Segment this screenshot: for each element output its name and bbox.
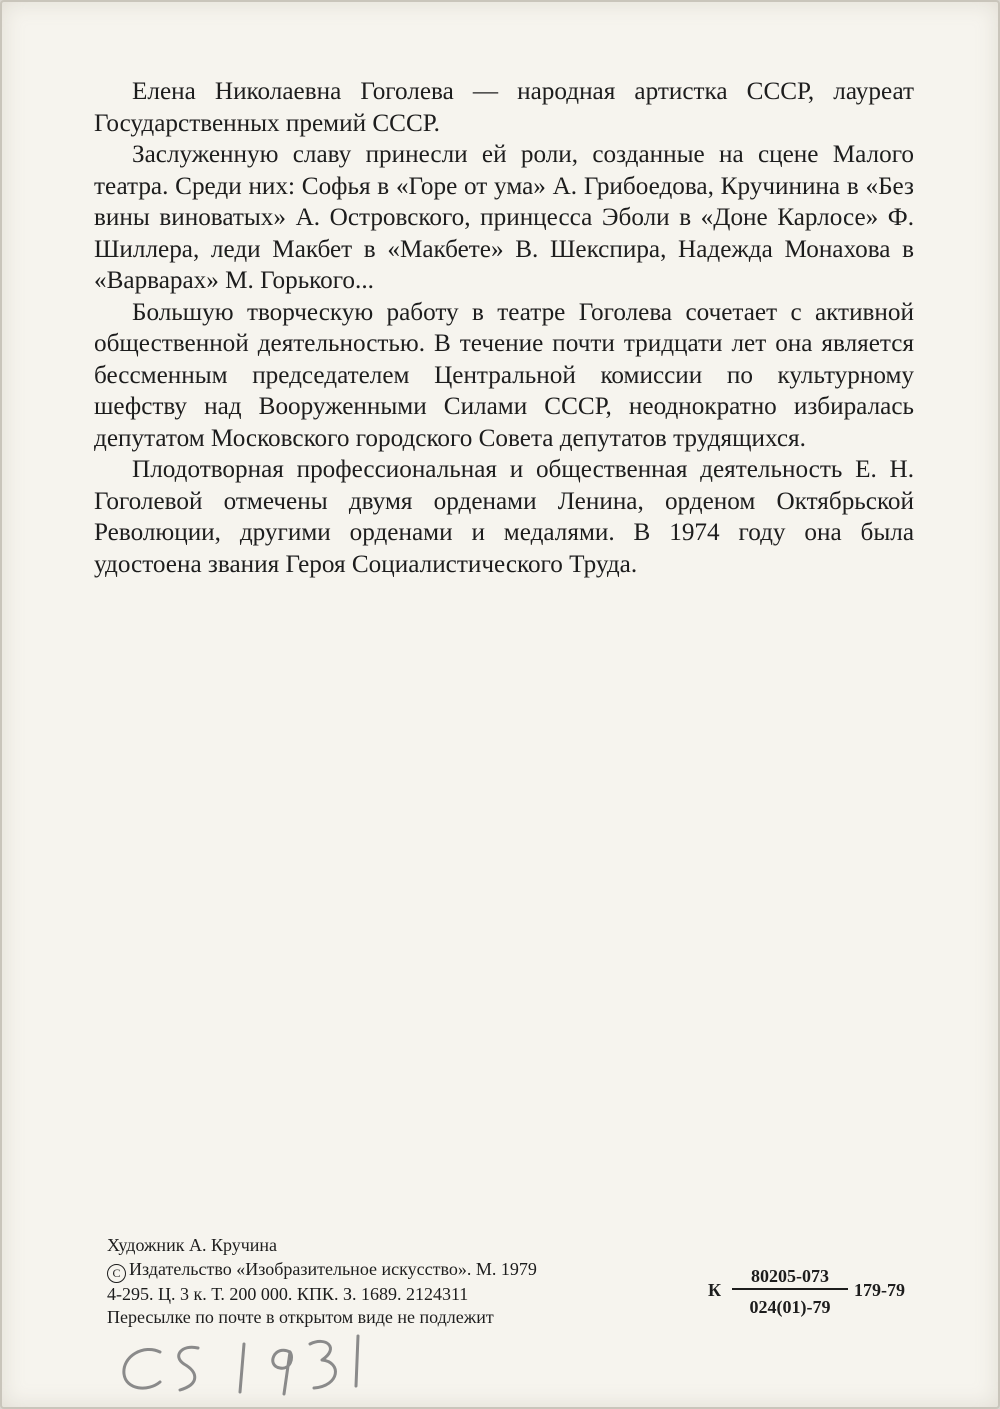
- index-letter: К: [708, 1280, 722, 1300]
- artist-credit: Художник А. Кручина: [107, 1235, 278, 1255]
- index-suffix: 179-79: [854, 1280, 905, 1300]
- index-denominator: 024(01)-79: [749, 1297, 831, 1317]
- mail-notice: Пересылке по почте в открытом виде не подлежит: [107, 1307, 494, 1327]
- index-numerator: 80205-073: [732, 1266, 848, 1290]
- paragraph-awards: Плодотворная профессиональная и общественная деятельность Е. Н. Гоголевой отмечены двумя орденами Ленина, орденом Октябрьской Революции, другими орденами и медалями. В 1974 году она была удостоена звания Героя Социалистического Труда.: [94, 456, 914, 578]
- biography-text: [94, 76, 914, 580]
- publisher-text: Издательство «Изобразительное искусство». М. 1979: [129, 1258, 537, 1279]
- handwritten-pencil-note: [114, 1322, 414, 1402]
- paragraph-roles: Заслуженную славу принесли ей роли, созданные на сцене Малого театра. Среди них: Софья в «Горе от ума» А. Грибоедова, Кручинина в «Без вины виноватых» А. Островского, принцесса Эболи в «Доне Карлосе» Ф. Шиллера, леди Макбет в «Макбете» В. Шекспира, Надежда Монахова в «Варварах» М. Горького...: [94, 141, 914, 294]
- print-info: 4-295. Ц. 3 к. Т. 200 000. КПК. З. 1689. 2124311: [107, 1283, 469, 1304]
- publication-index-code: [708, 1266, 948, 1326]
- imprint-block: [107, 1234, 697, 1330]
- publisher-line: [107, 1258, 697, 1283]
- paragraph-public-work: Большую творческую работу в театре Гоголева сочетает с активной общественной деятельностью. В течение почти тридцати лет она является бессменным председателем Центральной комиссии по культурному шефству над Вооруженными Силами СССР, неоднократно избиралась депутатом Московского городского Совета депутатов трудящихся.: [94, 298, 914, 452]
- copyright-icon: C: [107, 1264, 126, 1283]
- paragraph-intro: Елена Николаевна Гоголева — народная артистка СССР, лауреат Государственных премий СССР.: [94, 78, 914, 137]
